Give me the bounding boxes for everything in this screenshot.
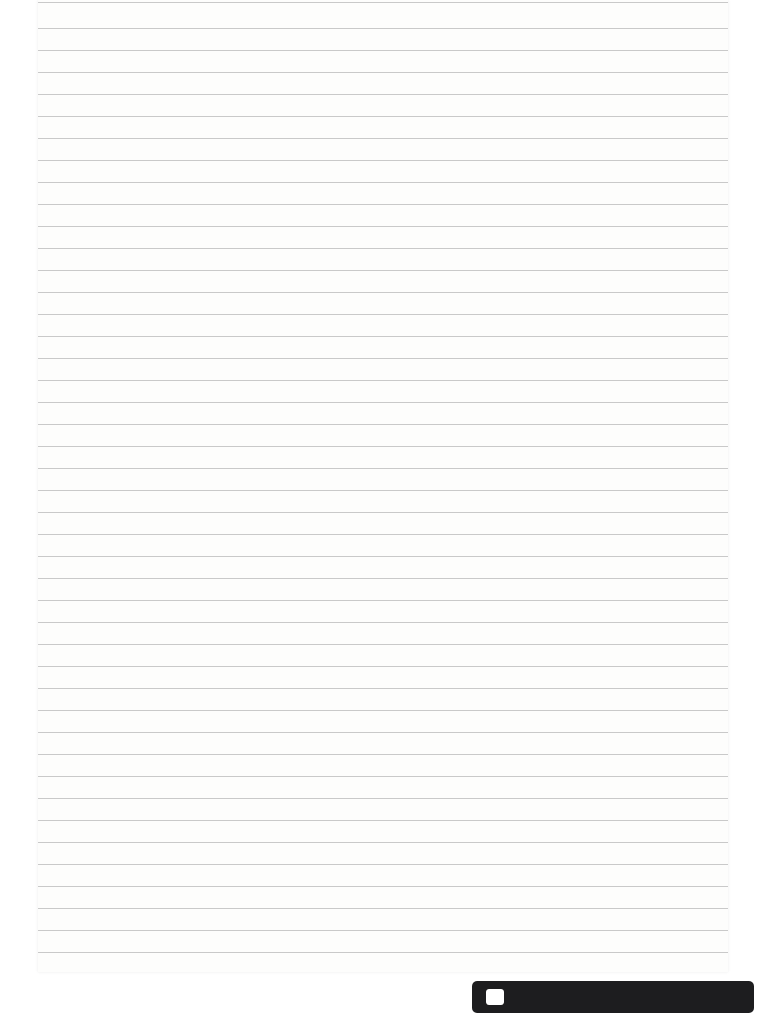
- notebook-page: [38, 0, 728, 972]
- ruled-lines: [38, 0, 728, 972]
- camscanner-badge: [472, 981, 754, 1013]
- camscanner-logo-icon: [486, 989, 504, 1005]
